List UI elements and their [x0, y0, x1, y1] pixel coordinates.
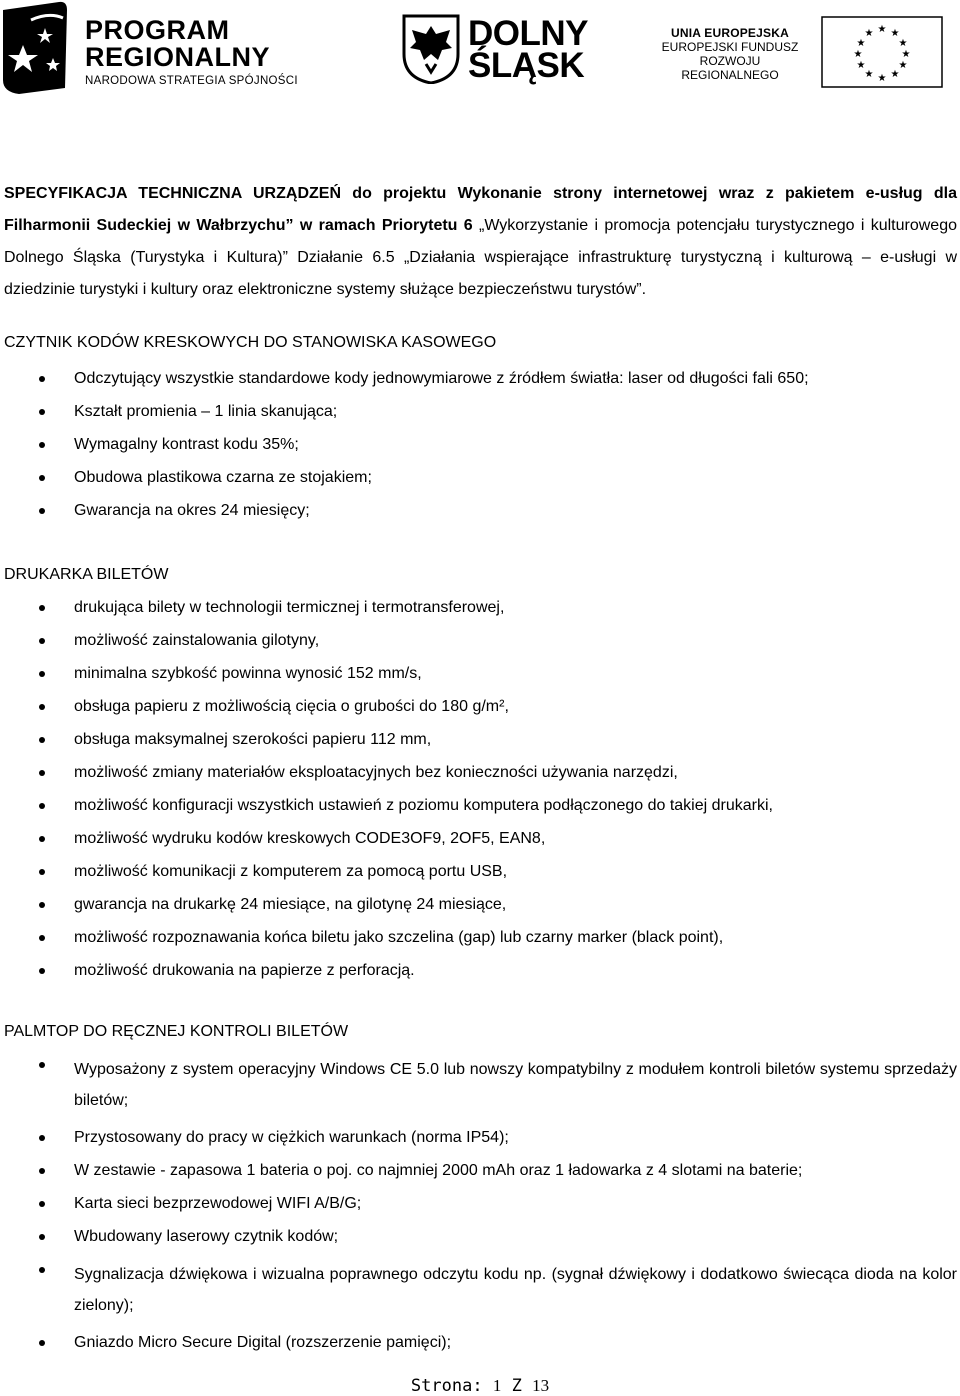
rozwoju-label: ROZWOJU REGIONALNEGO — [681, 54, 779, 82]
fundusz-label: EUROPEJSKI FUNDUSZ — [661, 40, 799, 54]
svg-text:★: ★ — [864, 28, 874, 39]
svg-text:★: ★ — [856, 38, 866, 49]
list-item: Karta sieci bezprzewodowej WIFI A/B/G; — [4, 1193, 957, 1215]
list-item: obsługa papieru z możliwością cięcia o grubości do 180 g/m², — [4, 696, 957, 718]
intro-normal: „Wykorzystanie i promocja potencjału turystycznego i kulturowego Dolnego Śląska (Turystyka i Kultura)” Działanie 6.5 „Działania wspierające infrastrukturę turystyczną i kulturową – e-usługi w dziedzinie turystyki i kultury oraz elektroniczne systemy służące bezpieczeństwu turystów”. — [4, 217, 957, 298]
list-item: możliwość zainstalowania gilotyny, — [4, 630, 957, 652]
eu-flag-icon — [821, 16, 943, 88]
slask-label: ŚLĄSK — [468, 46, 585, 85]
svg-text:★: ★ — [890, 28, 900, 39]
dolny-label: DOLNY — [468, 14, 588, 53]
svg-text:★: ★ — [890, 69, 900, 80]
page-total: 13 — [532, 1376, 550, 1395]
section-palmtop — [4, 1021, 957, 1354]
list-item: Gniazdo Micro Secure Digital (rozszerzenie pamięci); — [4, 1332, 957, 1354]
page-separator: Z — [511, 1376, 522, 1396]
list-item: drukująca bilety w technologii termicznej i termotransferowej, — [4, 597, 957, 619]
list-item: gwarancja na drukarkę 24 miesiące, na gilotynę 24 miesiące, — [4, 894, 957, 916]
section-title: PALMTOP DO RĘCZNEJ KONTROLI BILETÓW — [4, 1023, 349, 1040]
svg-text:★: ★ — [853, 49, 863, 60]
list-item: Sygnalizacja dźwiękowa i wizualna poprawnego odczytu kodu np. (sygnał dźwiękowy i dodatkowo świecąca dioda na kolor zielony); — [4, 1259, 957, 1321]
list-item: Gwarancja na okres 24 miesięcy; — [4, 500, 957, 522]
logo-unia-europejska — [655, 26, 955, 86]
list-item: minimalna szybkość powinna wynosić 152 mm/s, — [4, 663, 957, 685]
list-item: możliwość drukowania na papierze z perforacją. — [4, 960, 957, 982]
regionalny-title: REGIONALNY — [85, 42, 271, 72]
unia-label: UNIA EUROPEJSKA — [671, 26, 789, 40]
svg-text:★: ★ — [901, 49, 911, 60]
section-title: CZYTNIK KODÓW KRESKOWYCH DO STANOWISKA KASOWEGO — [4, 334, 497, 351]
logo-dolny-slask — [402, 14, 592, 84]
page-label: Strona: — [410, 1376, 483, 1396]
section-drukarka — [4, 564, 957, 982]
program-regionalny-emblem-icon — [1, 0, 81, 95]
list-item: możliwość wydruku kodów kreskowych CODE3OF9, 2OF5, EAN8, — [4, 828, 957, 850]
list-item: Wyposażony z system operacyjny Windows CE 5.0 lub nowszy kompatybilny z modułem kontroli biletów systemu sprzedaży biletów; — [4, 1054, 957, 1116]
document-body — [4, 178, 957, 1354]
logo-program-regionalny — [1, 0, 341, 95]
list-item: Wymagalny kontrast kodu 35%; — [4, 434, 957, 456]
page-number: 1 — [492, 1376, 502, 1395]
svg-text:★: ★ — [864, 69, 874, 80]
eagle-coat-of-arms-icon — [402, 14, 460, 84]
list-item: możliwość zmiany materiałów eksploatacyjnych bez konieczności używania narzędzi, — [4, 762, 957, 784]
svg-text:★: ★ — [856, 60, 866, 71]
list-item: możliwość komunikacji z komputerem za pomocą portu USB, — [4, 861, 957, 883]
svg-text:★: ★ — [877, 73, 887, 84]
list-item: W zestawie - zapasowa 1 bateria o poj. co najmniej 2000 mAh oraz 1 ładowarka z 4 slotami na baterie; — [4, 1160, 957, 1182]
list-item: Kształt promienia – 1 linia skanująca; — [4, 401, 957, 423]
svg-text:★: ★ — [877, 24, 887, 35]
intro-paragraph — [4, 178, 957, 306]
list-item: Obudowa plastikowa czarna ze stojakiem; — [4, 467, 957, 489]
list-item: Przystosowany do pracy w ciężkich warunkach (norma IP54); — [4, 1127, 957, 1149]
strategia-subtitle: NARODOWA STRATEGIA SPÓJNOŚCI — [85, 75, 298, 87]
list-item: możliwość konfiguracji wszystkich ustawień z poziomu komputera podłączonego do takiej drukarki, — [4, 795, 957, 817]
section-title: DRUKARKA BILETÓW — [4, 566, 169, 583]
svg-text:★: ★ — [898, 60, 908, 71]
page-footer — [0, 1376, 960, 1396]
list-item: Odczytujący wszystkie standardowe kody jednowymiarowe z źródłem światła: laser od długości fali 650; — [4, 368, 957, 390]
intro-bold: SPECYFIKACJA TECHNICZNA URZĄDZEŃ do projektu Wykonanie strony internetowej wraz z pakietem e-usług dla Filharmonii Sudeckiej w Wałbrzychu” w ramach Priorytetu 6 — [4, 185, 957, 234]
section-czytnik — [4, 332, 957, 522]
list-item: obsługa maksymalnej szerokości papieru 112 mm, — [4, 729, 957, 751]
list-item: możliwość rozpoznawania końca biletu jako szczelina (gap) lub czarny marker (black point), — [4, 927, 957, 949]
list-item: Wbudowany laserowy czytnik kodów; — [4, 1226, 957, 1248]
svg-text:★: ★ — [898, 38, 908, 49]
program-title: PROGRAM — [85, 15, 230, 45]
